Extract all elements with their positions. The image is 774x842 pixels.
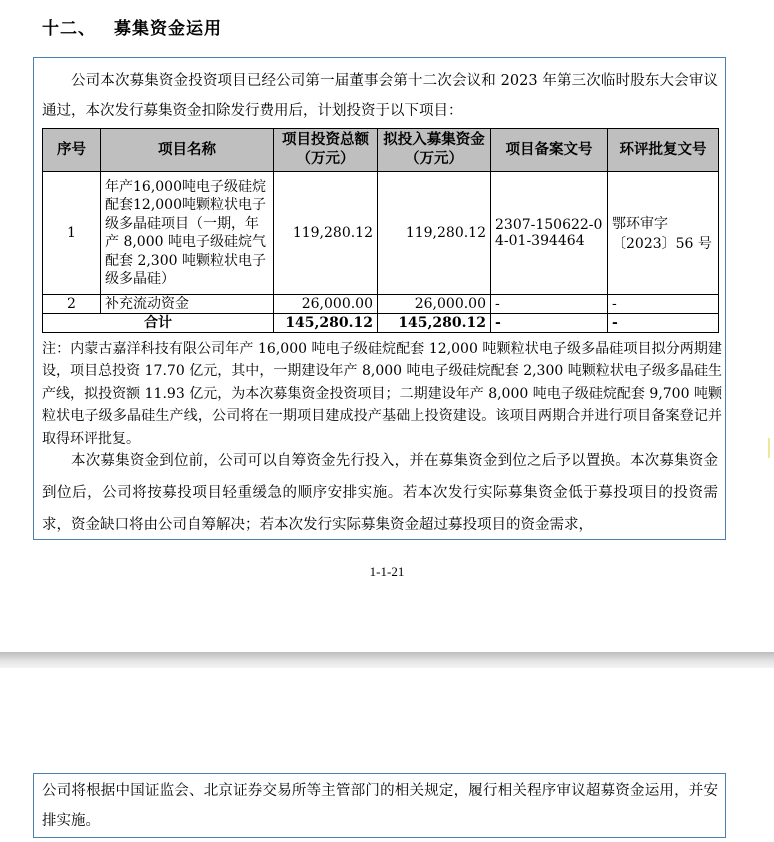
table-row (43, 295, 719, 314)
table-row (43, 172, 719, 295)
section-heading (42, 14, 222, 39)
cell-filing-number: 2307-150622-04-01-394464 (491, 172, 608, 295)
cell-eia-approval: - (608, 314, 719, 333)
table-total-row (43, 314, 719, 333)
project-table (42, 128, 719, 333)
cell-eia-approval: 鄂环审字〔2023〕56 号 (608, 172, 719, 295)
page-separator (0, 652, 774, 668)
cell-total-investment-sum: 145,280.12 (274, 314, 378, 333)
cell-raised-funds: 119,280.12 (378, 172, 491, 295)
scroll-marker (768, 438, 770, 458)
cell-eia-approval: - (608, 295, 719, 314)
table-note: 注：内蒙古嘉洋科技有限公司年产 16,000 吨电子级硅烷配套 12,000 吨颗粒状电子级多晶硅项目拟分两期建设，项目总投资 17.70 亿元，其中，一期建设年产 8,000 吨电子级硅烷配套 2,300 吨颗粒状电子级多晶硅生产线，拟投资额 11.93 亿元，为本次募集资金投资项目；二期建设年产 8,000 吨电子级硅烷配套 9,700 吨颗粒状电子级多晶硅生产线，公司将在一期项目建成投产基础上投资建设。该项目两期合并进行项目备案登记并取得环评批复。 (42, 341, 722, 447)
cell-index: 1 (43, 172, 101, 295)
cell-project-name: 年产16,000吨电子级硅烷配套12,000吨颗粒状电子级多晶硅项目（一期，年产 8,000 吨电子级硅烷气配套 2,300 吨颗粒状电子级多晶硅） (101, 172, 274, 295)
intro-paragraph: 公司本次募集资金投资项目已经公司第一届董事会第十二次会议和 2023 年第三次临时股东大会审议通过，本次发行募集资金扣除发行费用后，计划投资于以下项目： (42, 73, 718, 119)
cell-raised-funds: 26,000.00 (378, 295, 491, 314)
cell-total-label: 合计 (43, 314, 274, 333)
cell-total-investment: 119,280.12 (274, 172, 378, 295)
continuation-paragraph: 公司将根据中国证监会、北京证券交易所等主管部门的相关规定，履行相关程序审议超募资金运用，并安排实施。 (42, 783, 718, 829)
funding-paragraph: 本次募集资金到位前，公司可以自筹资金先行投入，并在募集资金到位之后予以置换。本次募集资金到位后，公司将按募投项目轻重缓急的顺序安排实施。若本次发行实际募集资金低于募投项目的投资需求，资金缺口将由公司自筹解决；若本次发行实际募集资金超过募投项目的资金需求， (42, 453, 718, 533)
cell-filing-number: - (491, 314, 608, 333)
page-number: 1-1-21 (369, 564, 405, 579)
section-number: 十二、 (42, 19, 96, 39)
col-header-project-name: 项目名称 (101, 129, 274, 172)
col-header-raised-funds: 拟投入募集资金（万元） (378, 129, 491, 172)
col-header-filing-number: 项目备案文号 (491, 129, 608, 172)
table-header-row (43, 129, 719, 172)
cell-filing-number: - (491, 295, 608, 314)
col-header-total-investment: 项目投资总额（万元） (274, 129, 378, 172)
col-header-index: 序号 (43, 129, 101, 172)
cell-index: 2 (43, 295, 101, 314)
col-header-eia-approval: 环评批复文号 (608, 129, 719, 172)
cell-total-investment: 26,000.00 (274, 295, 378, 314)
cell-raised-funds-sum: 145,280.12 (378, 314, 491, 333)
section-title: 募集资金运用 (114, 19, 222, 39)
cell-project-name: 补充流动资金 (101, 295, 274, 314)
